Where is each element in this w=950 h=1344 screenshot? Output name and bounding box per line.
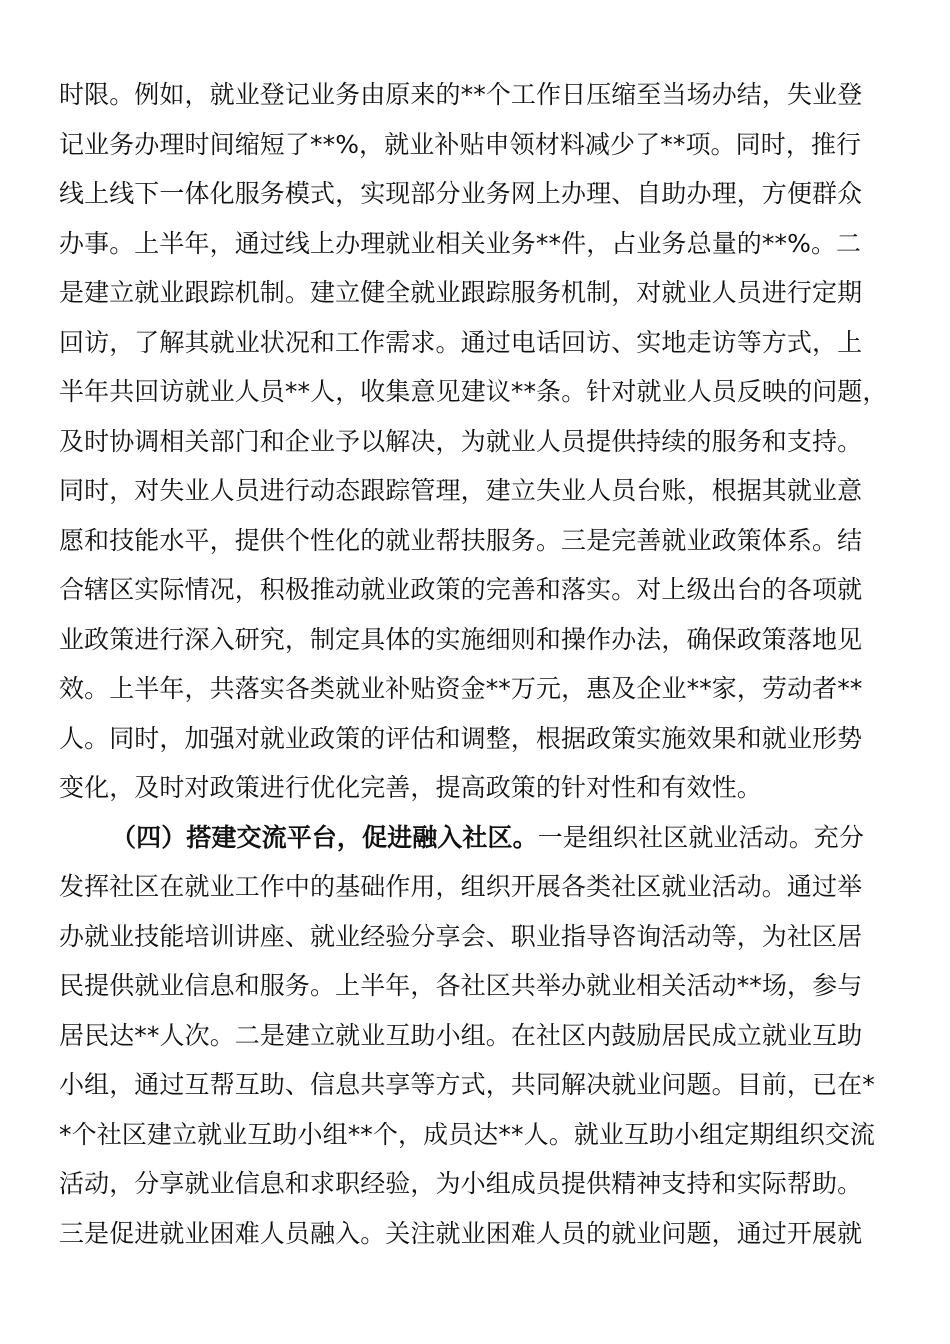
text-line: 同时，对失业人员进行动态跟踪管理，建立失业人员台账，根据其就业意 xyxy=(59,476,863,505)
text-line: 人。同时，加强对就业政策的评估和调整，根据政策实施效果和就业形势 xyxy=(59,723,863,753)
text-line: 活动，分享就业信息和求职经验，为小组成员提供精神支持和实际帮助。 xyxy=(59,1169,863,1198)
text-line: 时限。例如，就业登记业务由原来的**个工作日压缩至当场办结，失业登 xyxy=(59,80,863,109)
text-line: 变化，及时对政策进行优化完善，提高政策的针对性和有效性。 xyxy=(59,773,762,802)
text-line: 记业务办理时间缩短了**%，就业补贴申领材料减少了**项。同时，推行 xyxy=(59,129,862,159)
text-line: 发挥社区在就业工作中的基础作用，组织开展各类社区就业活动。通过举 xyxy=(59,872,863,901)
text-line: 是建立就业跟踪机制。建立健全就业跟踪服务机制，对就业人员进行定期 xyxy=(59,278,863,307)
text-line: 愿和技能水平，提供个性化的就业帮扶服务。三是完善就业政策体系。结 xyxy=(59,525,863,555)
text-line: 办事。上半年，通过线上办理就业相关业务**件，占业务总量的**%。二 xyxy=(59,228,862,258)
section-4-first-line-text: 一是组织社区就业活动。充分 xyxy=(537,822,865,852)
text-line: 回访，了解其就业状况和工作需求。通过电话回访、实地走访等方式，上 xyxy=(59,327,863,357)
text-line: 合辖区实际情况，积极推动就业政策的完善和落实。对上级出台的各项就 xyxy=(59,575,863,604)
text-line: 效。上半年，共落实各类就业补贴资金**万元，惠及企业**家，劳动者** xyxy=(59,674,863,703)
text-line: 业政策进行深入研究，制定具体的实施细则和操作办法，确保政策落地见 xyxy=(59,624,863,654)
text-line: *个社区建立就业互助小组**个，成员达**人。就业互助小组定期组织交流 xyxy=(59,1119,876,1149)
text-line: 民提供就业信息和服务。上半年，各社区共举办就业相关活动**场，参与 xyxy=(59,971,863,1000)
text-line: 线上线下一体化服务模式，实现部分业务网上办理、自助办理，方便群众 xyxy=(59,179,863,208)
text-line: 三是促进就业困难人员融入。关注就业困难人员的就业问题，通过开展就 xyxy=(59,1218,863,1248)
document-body xyxy=(59,70,899,1258)
section-4-heading: （四）搭建交流平台，促进融入社区。 xyxy=(111,822,538,852)
text-line: 办就业技能培训讲座、就业经验分享会、职业指导咨询活动等，为社区居 xyxy=(59,921,863,951)
text-line: 半年共回访就业人员**人，收集意见建议**条。针对就业人员反映的问题， xyxy=(59,377,888,406)
text-line: 居民达**人次。二是建立就业互助小组。在社区内鼓励居民成立就业互助 xyxy=(59,1020,863,1050)
section-heading-line xyxy=(59,813,899,863)
text-line: 小组，通过互帮互助、信息共享等方式，共同解决就业问题。目前，已在* xyxy=(59,1070,875,1099)
text-line: 及时协调相关部门和企业予以解决，为就业人员提供持续的服务和支持。 xyxy=(59,426,863,456)
